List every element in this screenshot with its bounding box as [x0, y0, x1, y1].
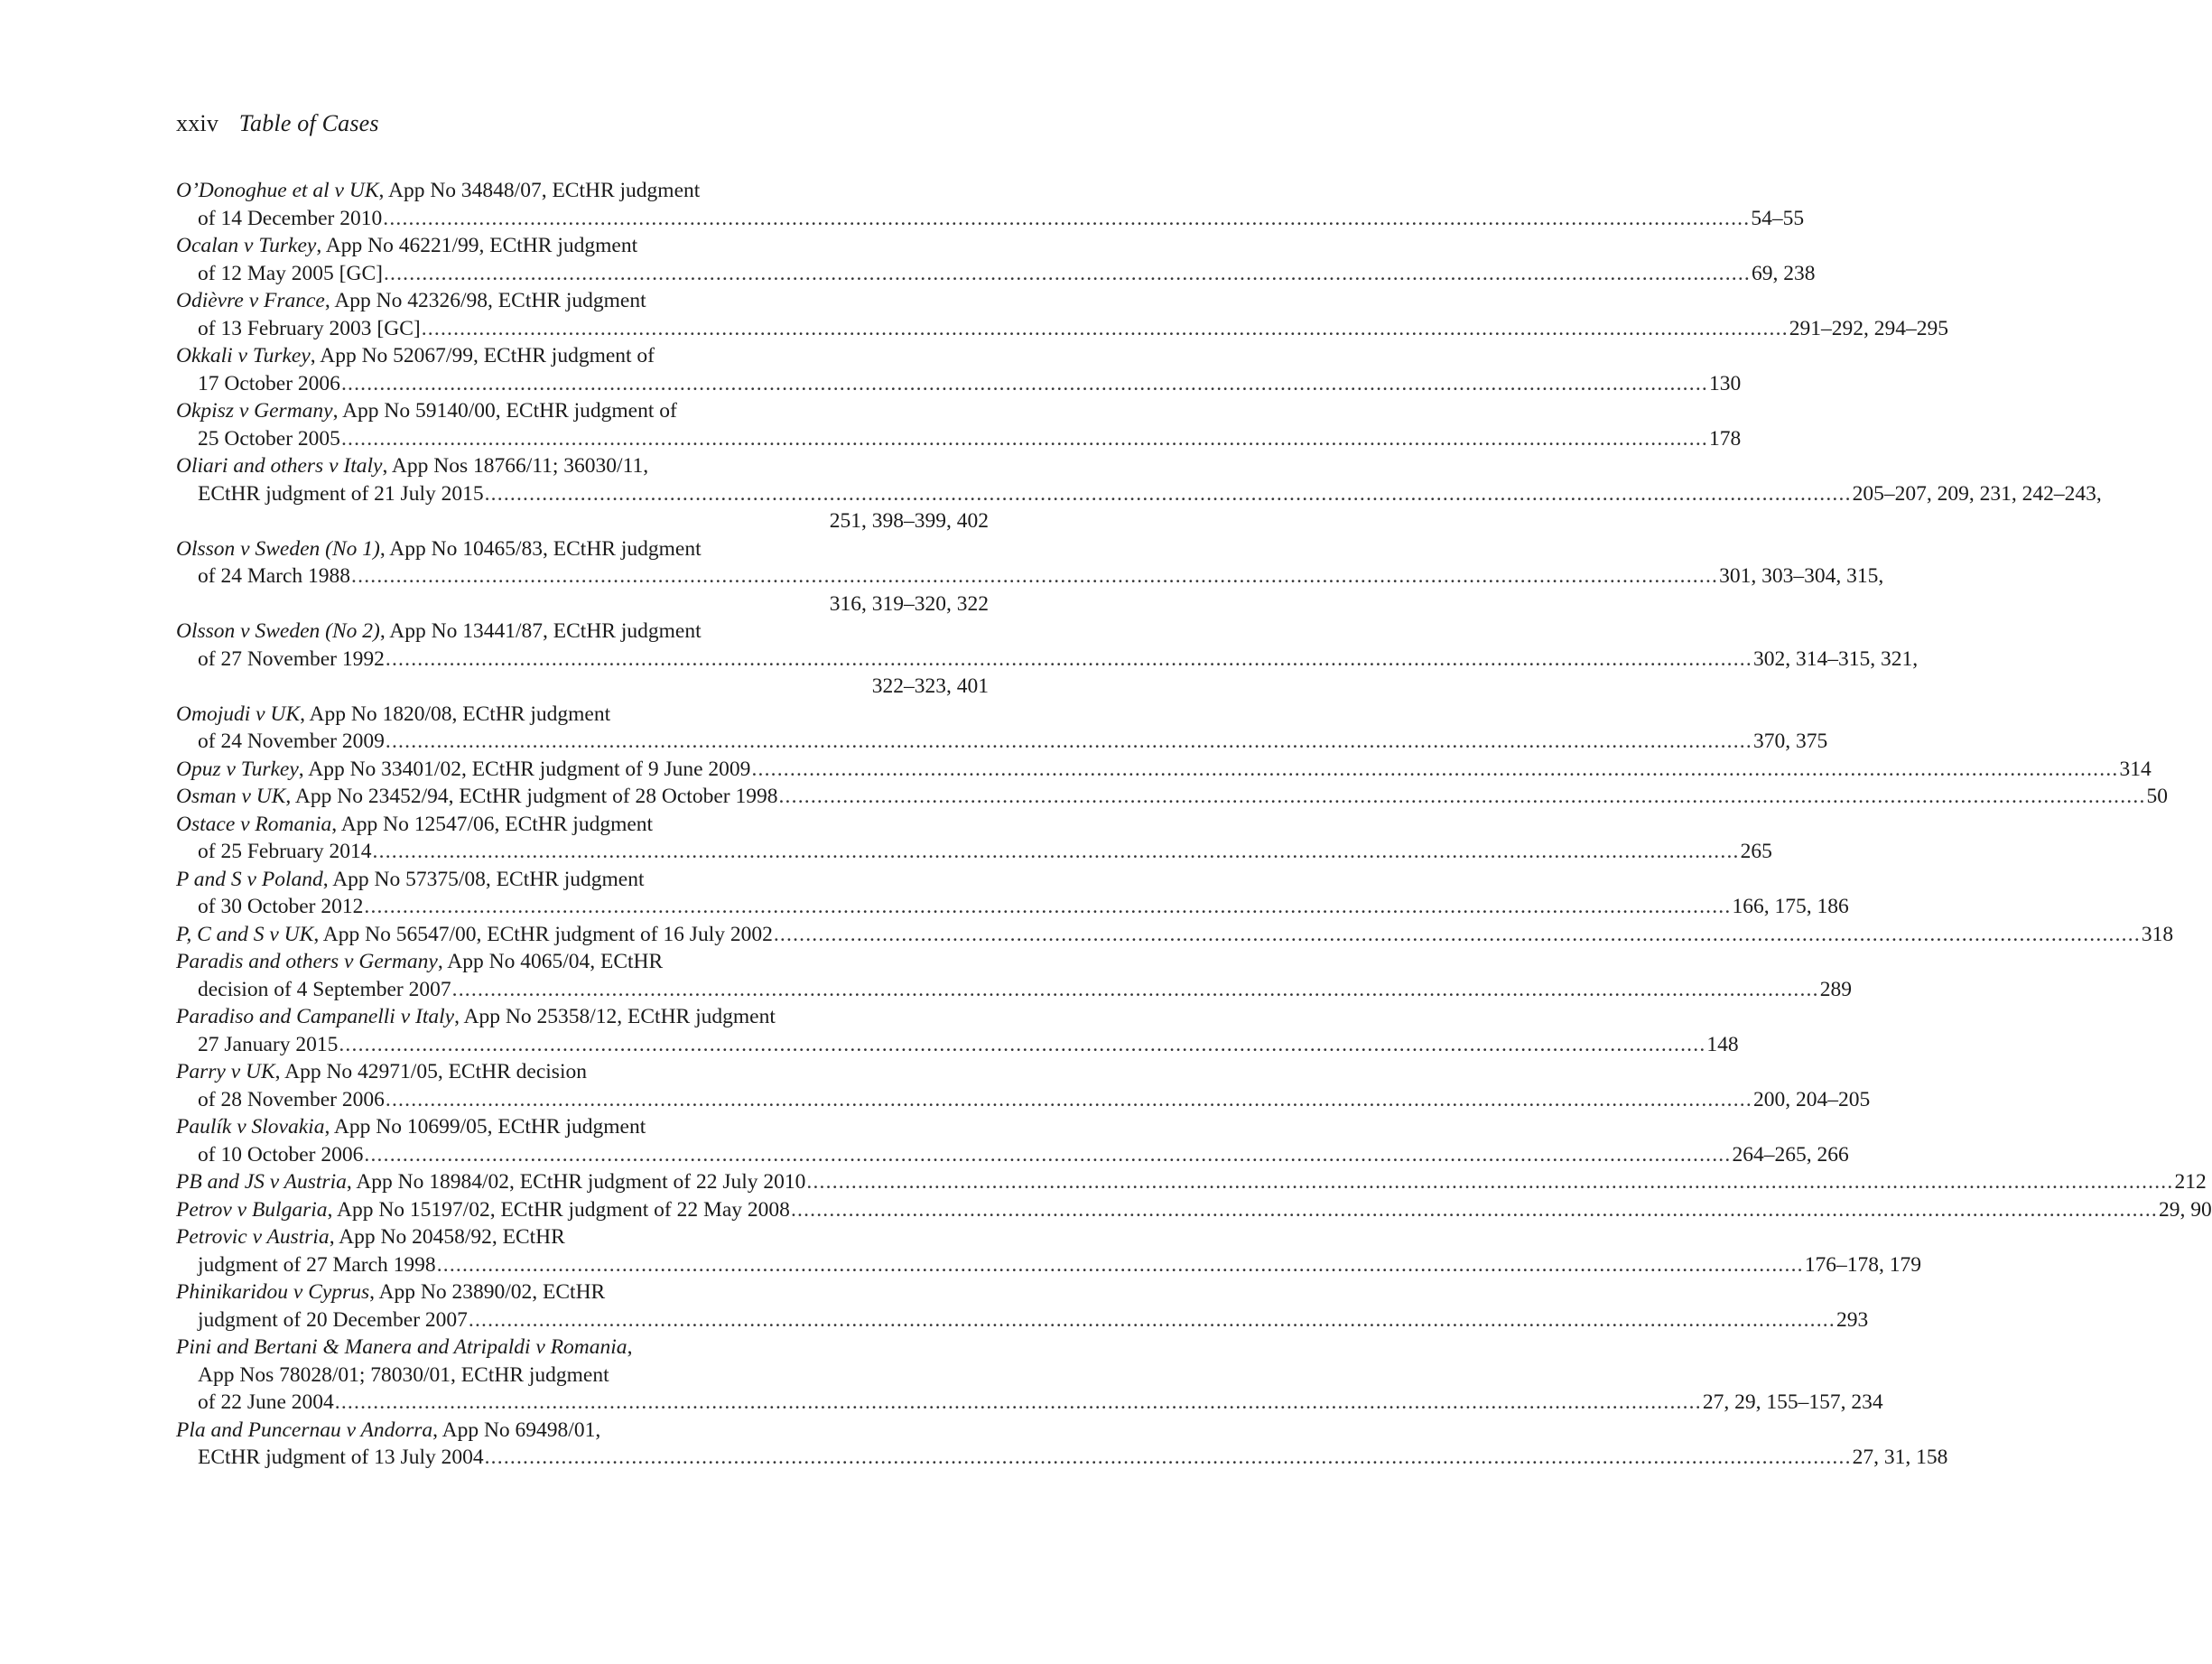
dot-leader — [437, 1251, 1804, 1279]
entry-line — [176, 1278, 989, 1306]
entry-text — [198, 646, 385, 674]
citation-text: , App No 34848/07, ECtHR judgment — [378, 179, 701, 202]
citation-text: 27 January 2015 — [198, 1032, 339, 1056]
case-name: O’Donoghue et al v UK — [176, 179, 379, 202]
page-references: 291–292, 294–295 — [1789, 316, 1949, 340]
case-name: Paradiso and Campanelli v Italy — [176, 1005, 455, 1028]
entry-line — [176, 701, 989, 729]
entry-text — [198, 480, 484, 508]
entry-text — [198, 260, 383, 288]
citation-text: decision of 4 September 2007 — [198, 977, 451, 1001]
case-entry — [176, 1113, 1849, 1168]
entry-text — [198, 893, 363, 921]
citation-text: of 14 December 2010 — [198, 206, 383, 230]
citation-text: , App No 18984/02, ECtHR judgment of 22 July 2010 — [346, 1170, 806, 1194]
entry-line — [176, 1389, 1883, 1417]
page-references: 176–178, 179 — [1804, 1252, 1921, 1277]
citation-text: , App No 10465/83, ECtHR judgment — [379, 536, 702, 561]
entry-text — [198, 1031, 338, 1059]
case-entry — [176, 1334, 1883, 1417]
entry-text — [198, 315, 421, 343]
case-entry — [176, 177, 1805, 232]
page-references: 27, 31, 158 — [1852, 1446, 1948, 1469]
entry-line — [176, 838, 1772, 866]
entry-line — [176, 976, 1852, 1004]
entry-line — [176, 1196, 2212, 1224]
case-name: PB and JS v Austria — [176, 1170, 347, 1194]
page-references: 293 — [1836, 1307, 1869, 1332]
citation-text: , App No 52067/99, ECtHR judgment of — [310, 344, 655, 367]
citation-text: , App No 42971/05, ECtHR decision — [274, 1060, 587, 1083]
entry-text — [198, 205, 382, 233]
entry-line — [176, 205, 1805, 233]
entry-text — [198, 1444, 484, 1472]
entry-line — [176, 646, 1919, 674]
case-name: Olsson v Sweden (No 2) — [176, 619, 380, 643]
entry-text — [176, 1196, 790, 1224]
entry-line — [176, 1003, 989, 1031]
case-name: Olsson v Sweden (No 1) — [176, 536, 380, 561]
case-name: Pini and Bertani & Manera and Atripaldi v Romania — [176, 1335, 627, 1359]
citation-text: judgment of 27 March 1998 — [198, 1252, 436, 1277]
case-name: Petrov v Bulgaria — [176, 1197, 328, 1222]
dot-leader — [791, 1196, 2158, 1224]
citation-text: , App No 46221/99, ECtHR judgment — [316, 234, 638, 257]
citation-text: judgment of 20 December 2007 — [198, 1307, 468, 1332]
citation-text: App Nos 78028/01; 78030/01, ECtHR judgment — [198, 1362, 609, 1387]
dot-leader — [485, 480, 1852, 508]
page-references: 289 — [1819, 977, 1852, 1001]
citation-text: , App No 59140/00, ECtHR judgment of — [332, 399, 677, 423]
entry-line — [176, 287, 989, 315]
dot-leader — [452, 976, 1819, 1004]
page-references: 302, 314–315, 321, — [1752, 646, 1919, 671]
case-entry — [176, 701, 1828, 756]
dot-leader — [384, 260, 1751, 288]
entry-line — [176, 1168, 2207, 1196]
entry-text — [198, 1306, 468, 1334]
case-entry — [176, 232, 1816, 287]
entry-line — [176, 783, 2169, 811]
entry-text — [176, 1168, 805, 1196]
entry-text — [176, 921, 773, 949]
entry-line — [176, 1334, 989, 1362]
case-name: Paulík v Slovakia — [176, 1115, 325, 1139]
citation-text: , App No 56547/00, ECtHR judgment of 16 July 2002 — [313, 922, 773, 946]
citation-text: , App No 12547/06, ECtHR judgment — [331, 812, 654, 836]
case-name: Pla and Puncernau v Andorra — [176, 1418, 433, 1442]
entry-text — [198, 370, 340, 398]
case-entry — [176, 866, 1849, 921]
citation-text: 25 October 2005 — [198, 426, 340, 451]
entry-text — [198, 425, 340, 453]
page-references: 265 — [1740, 840, 1772, 863]
case-entry — [176, 1417, 1948, 1472]
page-references: 301, 303–304, 315, — [1719, 564, 1884, 588]
case-name: Okpisz v Germany — [176, 399, 333, 423]
citation-text: ECtHR judgment of 21 July 2015 — [198, 481, 484, 506]
citation-text: of 13 February 2003 [GC] — [198, 316, 421, 340]
case-entry — [176, 1003, 1739, 1058]
citation-text: , — [627, 1335, 633, 1359]
case-entry — [176, 618, 1919, 701]
dot-leader — [778, 783, 2145, 811]
citation-text: , App Nos 18766/11; 36030/11, — [382, 454, 649, 478]
page-references: 205–207, 209, 231, 242–243, — [1852, 481, 2102, 506]
entry-line — [176, 618, 989, 646]
citation-text: of 24 November 2009 — [198, 730, 385, 753]
running-head — [176, 110, 379, 137]
citation-text: , App No 20458/92, ECtHR — [329, 1225, 565, 1249]
dot-leader — [386, 728, 1752, 756]
citation-text: , App No 4065/04, ECtHR — [437, 950, 664, 973]
entry-line — [176, 232, 989, 260]
case-name: Opuz v Turkey — [176, 757, 299, 781]
citation-text: , App No 10699/05, ECtHR judgment — [324, 1115, 646, 1139]
citation-text: of 27 November 1992 — [198, 646, 385, 671]
citation-text: , App No 57375/08, ECtHR judgment — [322, 867, 645, 891]
case-entry — [176, 342, 1742, 397]
entry-text — [198, 1141, 363, 1169]
entry-line — [176, 866, 989, 894]
entry-text — [176, 783, 777, 811]
entry-line — [176, 370, 1742, 398]
case-entry — [176, 1223, 1921, 1278]
case-entry — [176, 287, 1949, 342]
entry-line — [176, 1031, 1739, 1059]
page-references: 200, 204–205 — [1752, 1087, 1871, 1111]
entry-line — [176, 1223, 989, 1251]
entry-line — [176, 921, 2174, 949]
page-references: 314 — [2119, 757, 2152, 781]
case-entry — [176, 783, 2169, 811]
entry-line — [176, 480, 2102, 508]
dot-leader — [386, 646, 1752, 674]
page-references: 69, 238 — [1752, 261, 1816, 285]
entry-line — [176, 728, 1828, 756]
case-name: Okkali v Turkey — [176, 344, 311, 367]
dot-leader — [774, 921, 2141, 949]
case-name: Odièvre v France — [176, 289, 325, 312]
page-references-continued: 322–323, 401 — [871, 674, 989, 698]
entry-text — [198, 1389, 334, 1417]
page-references: 212 — [2174, 1170, 2207, 1194]
dot-leader — [341, 425, 1708, 453]
entry-text — [198, 1086, 385, 1114]
page-references-continued: 316, 319–320, 322 — [829, 591, 989, 616]
entry-line — [176, 425, 1742, 453]
entry-text — [198, 562, 350, 590]
page-references: 148 — [1706, 1032, 1739, 1056]
entry-line — [176, 1362, 989, 1390]
case-entry — [176, 1196, 2212, 1224]
case-entry — [176, 1278, 1869, 1334]
entry-line — [176, 177, 989, 205]
entry-text — [176, 756, 750, 784]
entry-text — [198, 728, 385, 756]
entry-line — [176, 1251, 1921, 1279]
dot-leader — [341, 370, 1708, 398]
case-name: Oliari and others v Italy — [176, 454, 383, 478]
dot-leader — [383, 205, 1750, 233]
entry-line — [176, 1058, 989, 1086]
entry-text — [198, 976, 451, 1004]
dot-leader — [364, 893, 1731, 921]
citation-text: of 10 October 2006 — [198, 1142, 364, 1167]
citation-text: , App No 42326/98, ECtHR judgment — [324, 289, 646, 312]
case-name: Petrovic v Austria — [176, 1225, 330, 1249]
citation-text: , App No 15197/02, ECtHR judgment of 22 May 2008 — [327, 1197, 790, 1222]
citation-text: , App No 13441/87, ECtHR judgment — [379, 619, 702, 643]
entry-line — [176, 948, 989, 976]
case-entry — [176, 811, 1772, 866]
citation-text: , App No 23452/94, ECtHR judgment of 28 October 1998 — [285, 785, 778, 808]
page-references: 50 — [2146, 785, 2169, 808]
case-name: Phinikaridou v Cyprus — [176, 1280, 370, 1304]
entry-line — [176, 893, 1849, 921]
case-entry — [176, 756, 2152, 784]
citation-text: ECtHR judgment of 13 July 2004 — [198, 1446, 484, 1469]
entry-line — [176, 397, 989, 425]
entry-line — [176, 315, 1949, 343]
entry-line — [176, 452, 989, 480]
dot-leader — [806, 1168, 2173, 1196]
entry-line — [176, 260, 1816, 288]
citation-text: , App No 1820/08, ECtHR judgment — [300, 702, 611, 726]
case-entry — [176, 1168, 2207, 1196]
case-name: Osman v UK — [176, 785, 286, 808]
dot-leader — [422, 315, 1789, 343]
dot-leader — [335, 1389, 1702, 1417]
case-name: P and S v Poland — [176, 867, 323, 891]
running-title: Table of Cases — [238, 110, 379, 136]
page-references-continued: 251, 398–399, 402 — [829, 509, 989, 533]
page-number: xxiv — [176, 110, 219, 136]
dot-leader — [485, 1444, 1852, 1472]
citation-text: , App No 25358/12, ECtHR judgment — [454, 1005, 776, 1028]
dot-leader — [373, 838, 1740, 866]
case-entry — [176, 1058, 1871, 1113]
entry-line — [176, 756, 2152, 784]
page-references: 29, 90 — [2159, 1197, 2212, 1222]
entry-line — [176, 1113, 989, 1141]
entry-line — [176, 1086, 1871, 1114]
citation-text: of 24 March 1988 — [198, 564, 351, 588]
citation-text: , App No 69498/01, — [432, 1418, 601, 1442]
entry-line — [176, 1306, 1869, 1334]
dot-leader — [339, 1031, 1705, 1059]
dot-leader — [751, 756, 2118, 784]
citation-text: of 12 May 2005 [GC] — [198, 261, 383, 285]
case-name: Paradis and others v Germany — [176, 950, 438, 973]
page-references: 178 — [1709, 426, 1742, 451]
citation-text: 17 October 2006 — [198, 371, 340, 395]
page-references: 318 — [2141, 922, 2174, 946]
entry-text — [198, 1251, 436, 1279]
case-entry — [176, 535, 1884, 618]
case-name: Omojudi v UK — [176, 702, 301, 726]
dot-leader — [364, 1141, 1731, 1169]
entry-line — [176, 342, 989, 370]
page-references: 27, 29, 155–157, 234 — [1702, 1390, 1883, 1414]
case-entry — [176, 452, 2102, 535]
citation-text: , App No 23890/02, ECtHR — [369, 1280, 606, 1304]
entry-line — [176, 562, 1884, 590]
case-name: Parry v UK — [176, 1060, 275, 1083]
entry-line — [176, 811, 989, 839]
dot-leader — [351, 562, 1718, 590]
case-entry — [176, 921, 2174, 949]
entry-line — [176, 535, 989, 563]
citation-text: of 25 February 2014 — [198, 840, 372, 863]
case-name: P, C and S v UK — [176, 922, 314, 946]
table-of-cases — [176, 177, 2212, 1472]
entry-line — [176, 1141, 1849, 1169]
entry-line — [176, 1444, 1948, 1472]
citation-text: of 30 October 2012 — [198, 895, 364, 918]
dot-leader — [469, 1306, 1836, 1334]
case-entry — [176, 397, 1742, 452]
dot-leader — [386, 1086, 1752, 1114]
entry-text — [198, 838, 372, 866]
case-entry — [176, 948, 1852, 1003]
case-name: Ocalan v Turkey — [176, 234, 317, 257]
page-references: 130 — [1709, 371, 1742, 395]
entry-line — [176, 1417, 989, 1445]
citation-text: , App No 33401/02, ECtHR judgment of 9 June 2009 — [298, 757, 751, 781]
citation-text: of 28 November 2006 — [198, 1087, 385, 1111]
page-references: 54–55 — [1751, 206, 1805, 230]
page-references: 264–265, 266 — [1732, 1142, 1849, 1167]
page-references: 166, 175, 186 — [1732, 895, 1849, 918]
citation-text: of 22 June 2004 — [198, 1390, 334, 1414]
case-name: Ostace v Romania — [176, 812, 332, 836]
page-references: 370, 375 — [1752, 730, 1828, 753]
